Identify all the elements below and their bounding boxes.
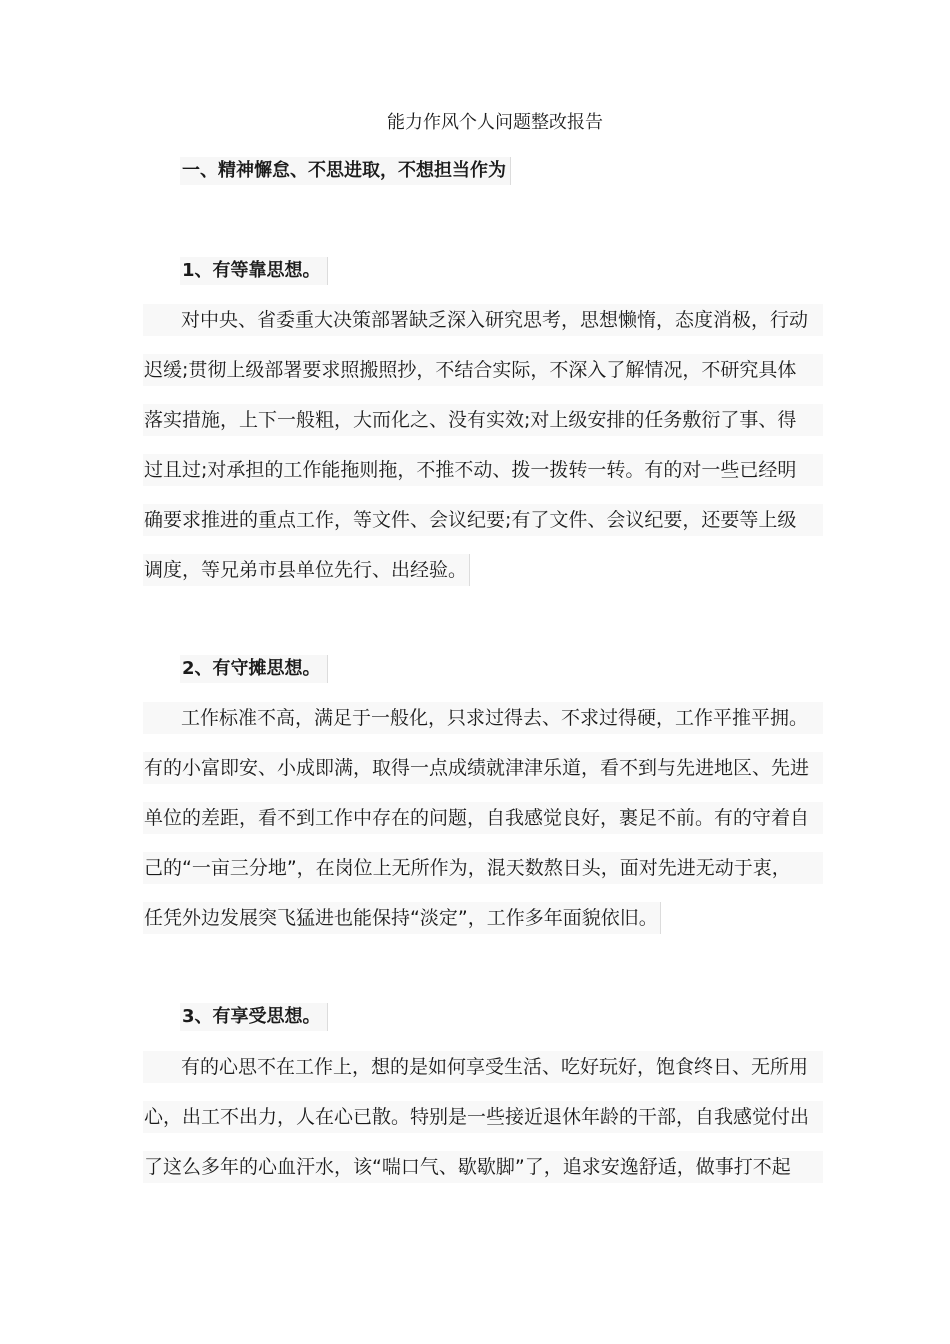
subsection-heading-2: 2、有守摊思想。 [180, 655, 328, 683]
paragraph-line: 了这么多年的心血汗水，该“喘口气、歇歇脚”了，追求安逸舒适，做事打不起 [143, 1151, 823, 1183]
paragraph-1 [143, 304, 823, 604]
paragraph-line: 对中央、省委重大决策部署缺乏深入研究思考，思想懒惰，态度消极，行动 [143, 304, 823, 336]
paragraph-line: 任凭外边发展突飞猛进也能保持“淡定”，工作多年面貌依旧。 [143, 902, 661, 934]
paragraph-2 [143, 702, 823, 952]
section-heading: 一、精神懈怠、不思进取，不想担当作为 [180, 157, 511, 185]
subsection-heading-1: 1、有等靠思想。 [180, 257, 328, 285]
paragraph-line: 落实措施，上下一般粗，大而化之、没有实效;对上级安排的任务敷衍了事、得 [143, 404, 823, 436]
paragraph-line: 己的“一亩三分地”，在岗位上无所作为，混天数熬日头，面对先进无动于衷， [143, 852, 823, 884]
paragraph-line: 单位的差距，看不到工作中存在的问题，自我感觉良好，裹足不前。有的守着自 [143, 802, 823, 834]
paragraph-line: 过且过;对承担的工作能拖则拖，不推不动、拨一拨转一转。有的对一些已经明 [143, 454, 823, 486]
paragraph-line: 工作标准不高，满足于一般化，只求过得去、不求过得硬，工作平推平拥。 [143, 702, 823, 734]
paragraph-line: 调度，等兄弟市县单位先行、出经验。 [143, 554, 470, 586]
paragraph-line: 确要求推进的重点工作，等文件、会议纪要;有了文件、会议纪要，还要等上级 [143, 504, 823, 536]
paragraph-line: 迟缓;贯彻上级部署要求照搬照抄，不结合实际，不深入了解情况，不研究具体 [143, 354, 823, 386]
paragraph-line: 有的心思不在工作上，想的是如何享受生活、吃好玩好，饱食终日、无所用 [143, 1051, 823, 1083]
document-title: 能力作风个人问题整改报告 [387, 112, 603, 133]
paragraph-line: 心，出工不出力，人在心已散。特别是一些接近退休年龄的干部，自我感觉付出 [143, 1101, 823, 1133]
paragraph-3 [143, 1051, 823, 1201]
subsection-heading-3: 3、有享受思想。 [180, 1003, 328, 1031]
paragraph-line: 有的小富即安、小成即满，取得一点成绩就津津乐道，看不到与先进地区、先进 [143, 752, 823, 784]
